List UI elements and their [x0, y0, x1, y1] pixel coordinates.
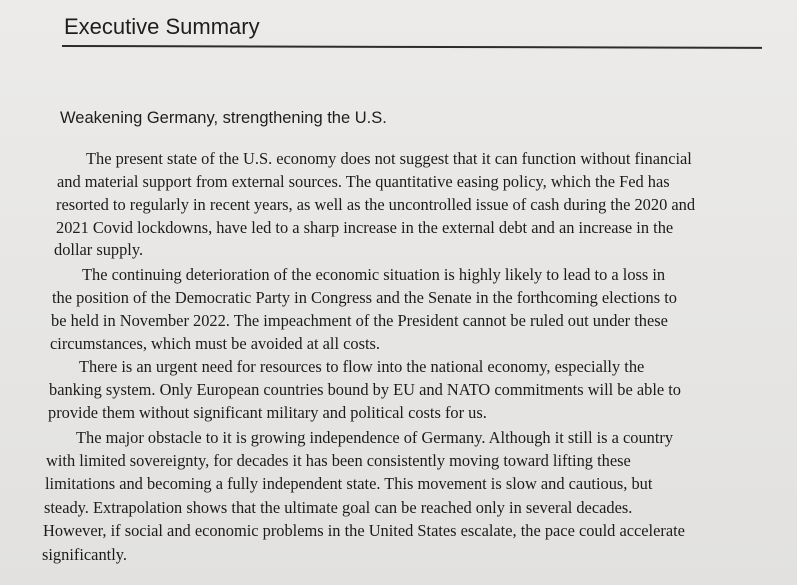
text-line: steady. Extrapolation shows that the ultimate goal can be reached only in several decades.: [44, 498, 633, 517]
text-line: the position of the Democratic Party in Congress and the Senate in the forthcoming elections to: [52, 288, 677, 307]
text-line: provide them without significant military and political costs for us.: [48, 403, 487, 422]
text-line: with limited sovereignty, for decades it has been consistently moving toward lifting these: [46, 451, 631, 470]
text-line: resorted to regularly in recent years, as well as the uncontrolled issue of cash during the 2020 and: [56, 195, 696, 214]
text-line: be held in November 2022. The impeachment of the President cannot be ruled out under these: [51, 311, 668, 330]
text-line: The present state of the U.S. economy does not suggest that it can function without financial: [86, 149, 692, 168]
text-line: The major obstacle to it is growing independence of Germany. Although it still is a country: [76, 428, 674, 447]
header-rule: [62, 45, 762, 49]
text-line: However, if social and economic problems in the United States escalate, the pace could accelerate: [43, 521, 685, 540]
text-line: and material support from external sources. The quantitative easing policy, which the Fed has: [57, 172, 670, 191]
section-heading: Weakening Germany, strengthening the U.S.: [60, 109, 387, 127]
text-line: significantly.: [42, 545, 127, 564]
text-line: circumstances, which must be avoided at all costs.: [50, 334, 380, 353]
text-line: limitations and becoming a fully independent state. This movement is slow and cautious, but: [45, 474, 653, 493]
text-line: There is an urgent need for resources to flow into the national economy, especially the: [79, 357, 645, 376]
text-line: banking system. Only European countries bound by EU and NATO commitments will be able to: [49, 380, 681, 399]
text-line: dollar supply.: [54, 240, 144, 259]
text-line: The continuing deterioration of the economic situation is highly likely to lead to a loss in: [82, 265, 666, 284]
page-title: Executive Summary: [64, 14, 260, 39]
text-line: 2021 Covid lockdowns, have led to a sharp increase in the external debt and an increase in the: [56, 218, 674, 237]
